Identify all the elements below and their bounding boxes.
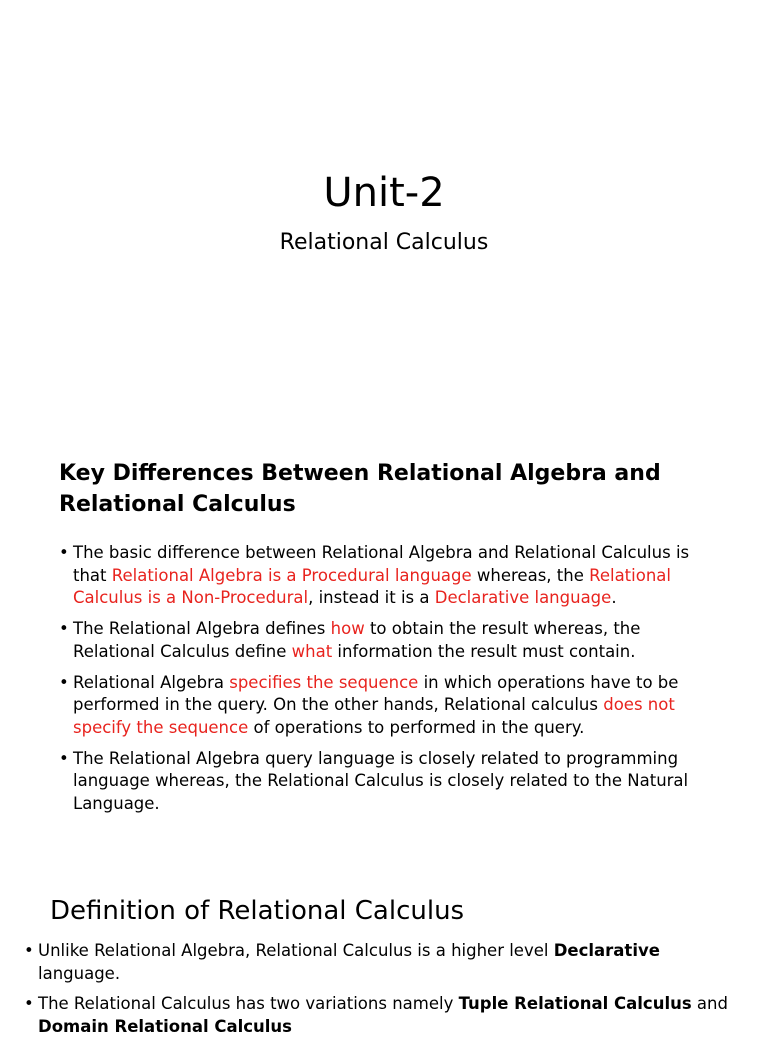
highlight-text: Relational Algebra is a Procedural language [111,565,472,585]
definition-slide [0,860,768,1037]
bold-term: Declarative [553,941,660,960]
highlight-text: specifies the sequence [229,672,419,692]
list-item: • The Relational Calculus has two variations namely Tuple Relational Calculus and Domain Relational Calculus [24,994,728,1037]
unit-title: Unit-2 [323,170,445,216]
bullet-icon: • [59,619,69,639]
highlight-text: Declarative language [434,588,612,608]
highlight-text: does not specify the sequence [73,695,675,737]
list-item: • Unlike Relational Algebra, Relational Calculus is a higher level Declarative language. [24,941,660,983]
highlight-text: what [291,641,333,661]
list-item: • The Relational Algebra query language is closely related to programming language whereas, the Relational Calculus is closely related to the Natural Language. [59,748,689,814]
definition-heading: Definition of Relational Calculus [50,896,465,926]
list-item: • Relational Algebra specifies the sequence in which operations have to be performed in the query. On the other hands, Relational calculus does not specify the sequence of operations to performed in the query. [59,672,679,737]
bullet-icon: • [24,941,34,960]
highlight-text: how [330,619,365,639]
key-differences-heading [59,458,709,520]
bold-term: Tuple Relational Calculus [458,994,692,1014]
title-slide [0,0,768,430]
list-item: • The basic difference between Relational Algebra and Relational Calculus is that Relational Algebra is a Procedural language whereas, the Relational Calculus is a Non-Procedural, instead it is a Declarative language. [59,543,690,608]
heading-line-2: Relational Calculus [59,492,296,517]
highlight-text: Relational Calculus is a Non-Procedural [73,565,671,608]
key-differences-list [59,542,709,824]
bullet-icon: • [24,994,34,1014]
bullet-icon: • [59,748,69,768]
bullet-icon: • [59,543,69,562]
bullet-icon: • [59,672,69,692]
heading-line-1: Key Differences Between Relational Algebra and [59,461,661,486]
unit-subtitle: Relational Calculus [279,230,489,255]
definition-list [24,940,734,1047]
bold-term: Domain Relational Calculus [38,1017,293,1037]
key-differences-slide [0,430,768,860]
list-item: • The Relational Algebra defines how to obtain the result whereas, the Relational Calculus define what information the result must contain. [59,619,641,661]
